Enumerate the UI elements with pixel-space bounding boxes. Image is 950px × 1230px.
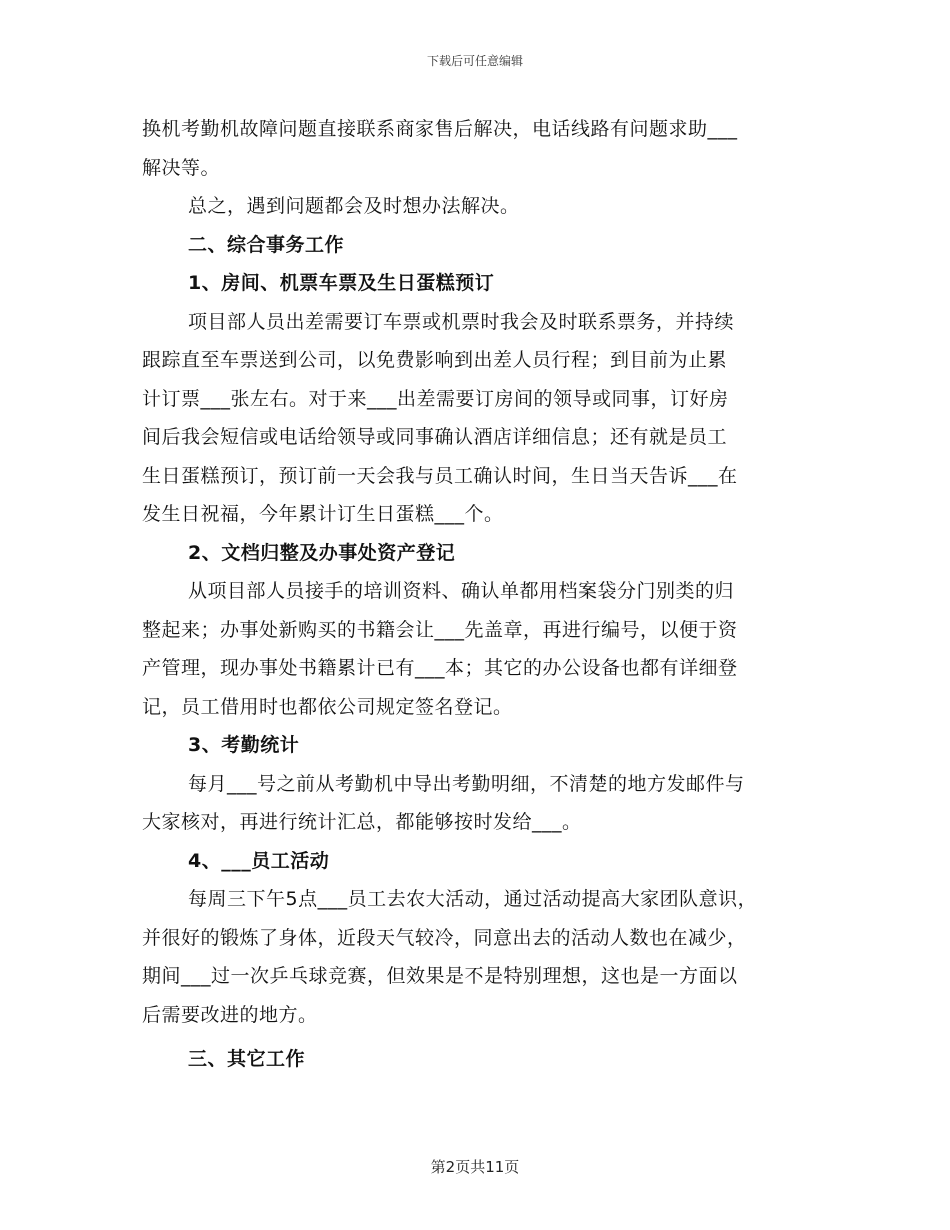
section-heading: 三、其它工作: [188, 1048, 306, 1070]
document-body: [142, 110, 810, 1079]
paragraph-line: 解决等。: [142, 156, 221, 179]
paragraph-line: 跟踪直至车票送到公司，以免费影响到出差人员行程；到目前为止累: [142, 349, 728, 371]
section-heading: 二、综合事务工作: [188, 233, 345, 256]
subsection-heading: 3、考勤统计: [188, 734, 300, 756]
paragraph-line: 项目部人员出差需要订车票或机票时我会及时联系票务，并持续: [188, 310, 735, 333]
subsection-heading: 1、房间、机票车票及生日蛋糕预订: [188, 272, 495, 294]
paragraph-line: 生日蛋糕预订，预订前一天会我与员工确认时间，生日当天告诉___在: [142, 464, 738, 487]
paragraph-line: 产管理，现办事处书籍累计已有___本；其它的办公设备也都有详细登: [142, 657, 738, 679]
page-number: 第2页共11页: [430, 1158, 520, 1176]
paragraph-line: 总之，遇到问题都会及时想办法解决。: [188, 195, 520, 217]
subsection-heading: 4、___员工活动: [188, 849, 330, 872]
paragraph-line: 并很好的锻炼了身体，近段天气较冷，同意出去的活动人数也在减少，: [142, 926, 747, 949]
paragraph-line: 计订票___张左右。对于来___出差需要订房间的领导或同事，订好房: [142, 387, 729, 410]
paragraph-line: 后需要改进的地方。: [142, 1003, 318, 1026]
paragraph-line: 期间___过一次乒乓球竞赛，但效果是不是特别理想，这也是一方面以: [142, 965, 738, 987]
paragraph-line: 每周三下午5点___员工去农大活动，通过活动提高大家团队意识，: [188, 888, 758, 910]
paragraph-line: 间后我会短信或电话给领导或同事确认酒店详细信息；还有就是员工: [142, 426, 728, 448]
paragraph-line: 整起来；办事处新购买的书籍会让___先盖章，再进行编号，以便于资: [142, 618, 738, 641]
paragraph-line: 换机考勤机故障问题直接联系商家售后解决，电话线路有问题求助___: [142, 118, 738, 140]
paragraph-line: 发生日祝福，今年累计订生日蛋糕___个。: [142, 503, 504, 525]
paragraph-line: 每月___号之前从考勤机中导出考勤明细，不清楚的地方发邮件与: [188, 772, 745, 795]
page-header: 下载后可任意编辑: [426, 54, 523, 68]
paragraph-line: 从项目部人员接手的培训资料、确认单都用档案袋分门别类的归: [188, 580, 735, 602]
subsection-heading: 2、文档归整及办事处资产登记: [188, 541, 456, 564]
paragraph-line: 大家核对，再进行统计汇总，都能够按时发给___。: [142, 811, 582, 833]
paragraph-line: 记，员工借用时也都依公司规定签名登记。: [142, 695, 513, 718]
